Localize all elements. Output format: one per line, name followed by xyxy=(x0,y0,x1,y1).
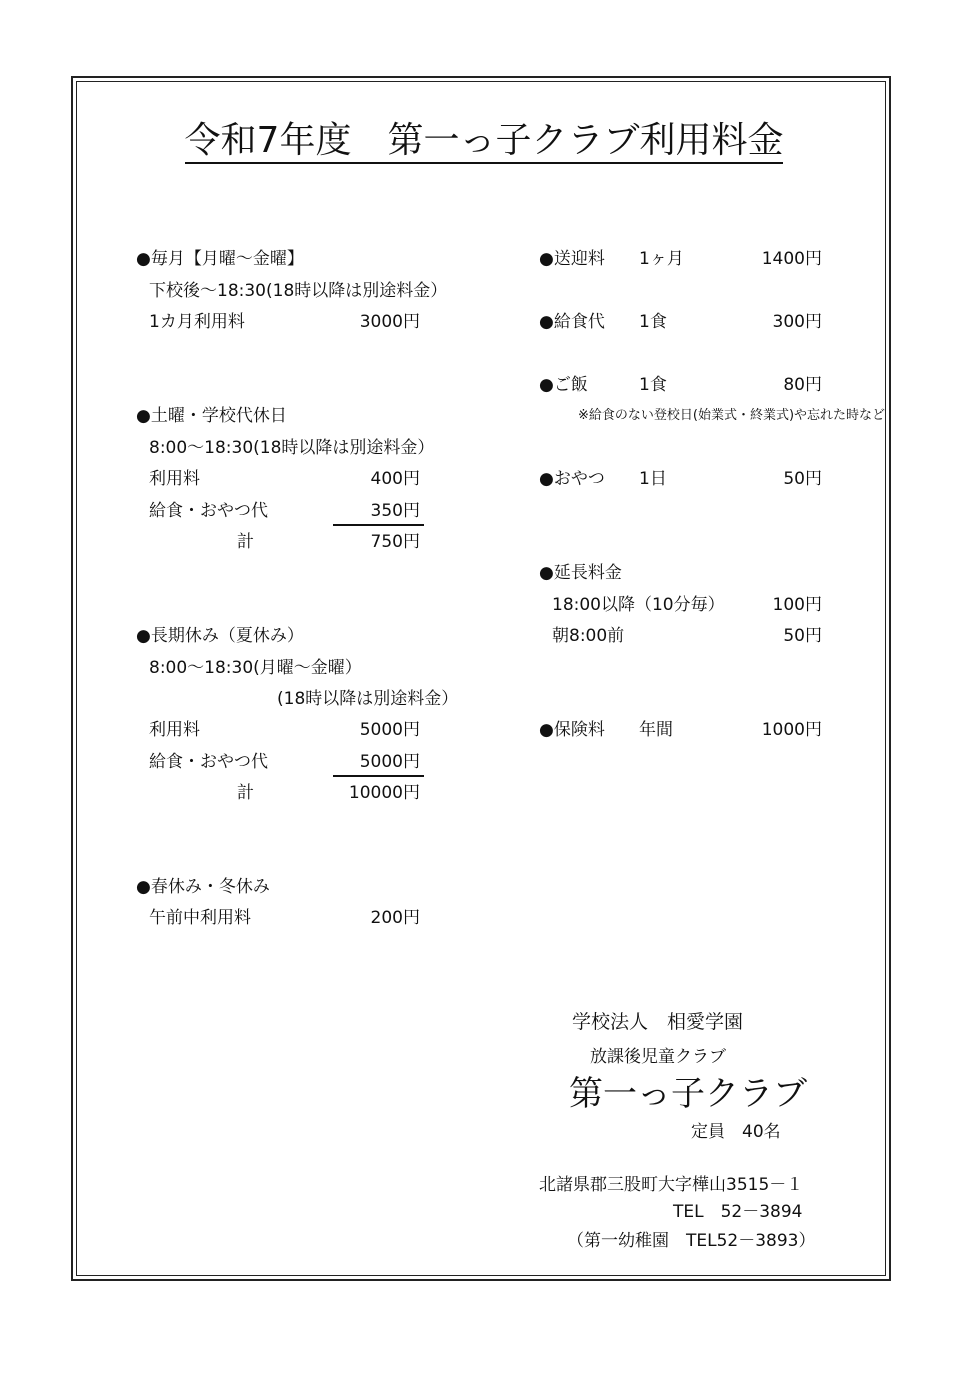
org-address: 北諸県郡三股町大字樺山3515－１ xyxy=(539,1175,804,1195)
long-holiday-meal: 5000円 xyxy=(359,752,420,772)
pickup-unit: 1ヶ月 xyxy=(639,249,684,269)
saturday-hours: 8:00～18:30(18時以降は別途料金） xyxy=(149,438,435,458)
long-holiday-heading: ●長期休み（夏休み） xyxy=(136,626,304,646)
insurance-label: ●保険料 xyxy=(539,720,605,740)
saturday-heading: ●土曜・学校代休日 xyxy=(136,406,287,426)
org-sister-tel: （第一幼稚園 TEL52－3893） xyxy=(567,1231,816,1251)
lunch-unit: 1食 xyxy=(639,312,667,332)
spring-winter-label: 午前中利用料 xyxy=(149,908,251,928)
saturday-total: 750円 xyxy=(370,532,420,552)
extension-row1-label: 18:00以降（10分毎） xyxy=(552,595,725,615)
extension-row2-label: 朝8:00前 xyxy=(552,626,625,646)
monthly-heading: ●毎月【月曜～金曜】 xyxy=(136,249,304,269)
org-program: 放課後児童クラブ xyxy=(590,1047,726,1067)
monthly-amount: 3000円 xyxy=(359,312,420,332)
rice-label: ●ご飯 xyxy=(539,375,588,395)
saturday-meal-label: 給食・おやつ代 xyxy=(149,501,268,521)
org-capacity: 定員 40名 xyxy=(691,1122,781,1142)
extension-row1-amount: 100円 xyxy=(772,595,822,615)
monthly-label: 1カ月利用料 xyxy=(149,312,245,332)
rice-unit: 1食 xyxy=(639,375,667,395)
long-holiday-hours: 8:00～18:30(月曜～金曜） xyxy=(149,658,362,678)
saturday-fee-label: 利用料 xyxy=(149,469,200,489)
rice-amount: 80円 xyxy=(783,375,822,395)
rice-note: ※給食のない登校日(始業式・終業式)や忘れた時など xyxy=(578,408,886,423)
monthly-hours: 下校後～18:30(18時以降は別途料金） xyxy=(149,281,448,301)
snack-amount: 50円 xyxy=(783,469,822,489)
long-holiday-note: (18時以降は別途料金） xyxy=(277,689,459,709)
long-holiday-fee: 5000円 xyxy=(359,720,420,740)
saturday-sum-rule xyxy=(333,524,424,526)
long-holiday-total-label: 計 xyxy=(237,783,254,803)
insurance-unit: 年間 xyxy=(639,720,673,740)
saturday-meal: 350円 xyxy=(370,501,420,521)
long-holiday-sum-rule xyxy=(333,775,424,777)
spring-winter-amount: 200円 xyxy=(370,908,420,928)
saturday-total-label: 計 xyxy=(237,532,254,552)
page-title: 令和7年度 第一っ子クラブ利用料金 xyxy=(0,118,968,164)
lunch-label: ●給食代 xyxy=(539,312,605,332)
snack-label: ●おやつ xyxy=(539,469,605,489)
saturday-fee: 400円 xyxy=(370,469,420,489)
org-name: 第一っ子クラブ xyxy=(569,1074,807,1114)
org-school: 学校法人 相愛学園 xyxy=(572,1011,744,1033)
extension-heading: ●延長料金 xyxy=(539,563,622,583)
pickup-amount: 1400円 xyxy=(761,249,822,269)
insurance-amount: 1000円 xyxy=(761,720,822,740)
extension-row2-amount: 50円 xyxy=(783,626,822,646)
long-holiday-total: 10000円 xyxy=(348,783,420,803)
org-tel: TEL 52－3894 xyxy=(673,1202,803,1222)
lunch-amount: 300円 xyxy=(772,312,822,332)
pickup-label: ●送迎料 xyxy=(539,249,605,269)
long-holiday-meal-label: 給食・おやつ代 xyxy=(149,752,268,772)
spring-winter-heading: ●春休み・冬休み xyxy=(136,877,270,897)
long-holiday-fee-label: 利用料 xyxy=(149,720,200,740)
snack-unit: 1日 xyxy=(639,469,667,489)
